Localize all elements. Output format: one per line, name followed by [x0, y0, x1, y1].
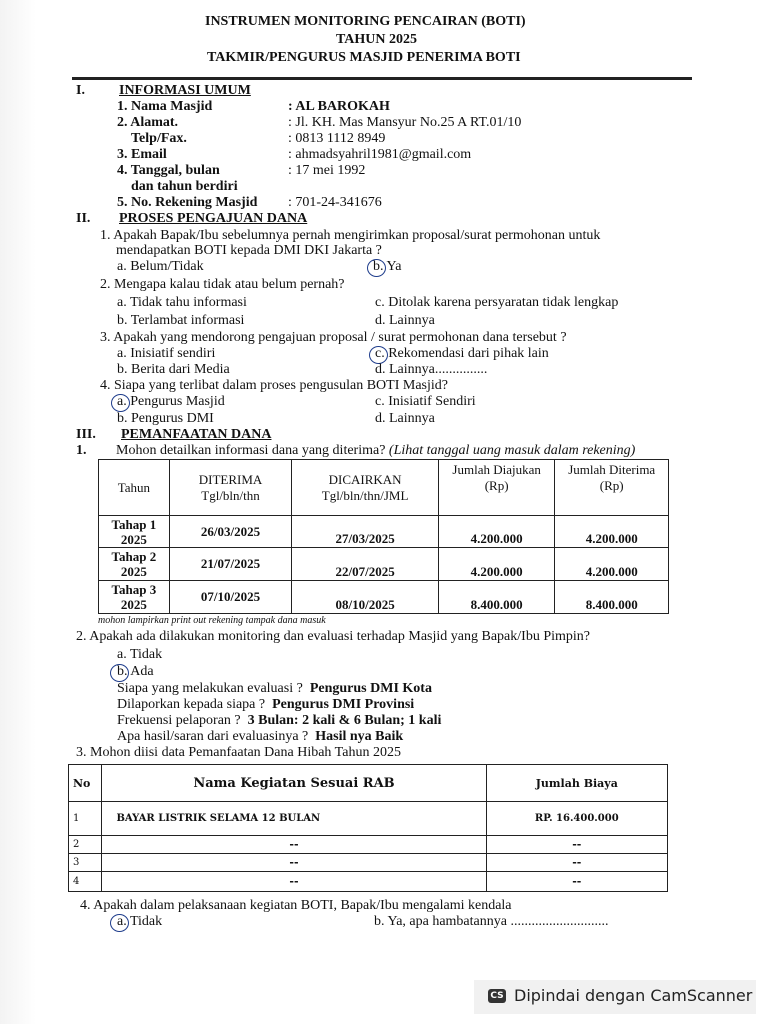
cell-nama: -- — [102, 872, 486, 892]
q2-2-option-c: c. Ditolak karena persyaratan tidak lengkap — [375, 295, 619, 310]
doc-title-line1: INSTRUMEN MONITORING PENCAIRAN (BOTI) — [205, 14, 526, 29]
cell-tahun: 2025 — [120, 531, 147, 547]
th-jml-diterima — [555, 460, 669, 516]
th-tahun: Tahun — [99, 460, 170, 516]
label-tanggal: 4. Tanggal, bulan — [117, 163, 220, 178]
selected-circle-mark — [367, 259, 386, 277]
q3-2-option-a: a. Tidak — [117, 647, 163, 662]
q3-2-line1: 2. Apakah ada dilakukan monitoring dan evaluasi terhadap Masjid yang Bapak/Ibu Pimpin? — [76, 629, 590, 644]
section3-num: III. — [76, 427, 96, 442]
q3-2-result — [117, 729, 403, 745]
q3-2-who-answer: Pengurus DMI Kota — [309, 681, 432, 696]
value-alamat: : Jl. KH. Mas Mansyur No.25 A RT.01/10 — [288, 115, 522, 130]
cell-tahap-label: Tahap 1 — [111, 516, 157, 532]
th-jumlah-biaya: Jumlah Biaya — [486, 765, 667, 802]
q3-2-who — [117, 681, 432, 697]
q2-2-line1: 2. Mengapa kalau tidak atau belum pernah? — [100, 277, 345, 292]
th-jml-diterima-sub: (Rp) — [599, 478, 624, 493]
q3-4-line1: 4. Apakah dalam pelaksanaan kegiatan BOTI, Bapak/Ibu mengalami kendala — [80, 898, 512, 913]
table-row — [69, 854, 668, 872]
section2-num: II. — [76, 211, 91, 226]
section1-num: I. — [76, 83, 85, 98]
th-diterima — [169, 460, 292, 516]
label-rekening: 5. No. Rekening Masjid — [117, 195, 258, 210]
q2-1-option-a: a. Belum/Tidak — [117, 259, 204, 274]
th-diajukan-sub: (Rp) — [484, 478, 509, 493]
th-dicairkan — [292, 460, 439, 516]
q3-2-result-answer: Hasil nya Baik — [315, 729, 404, 744]
q2-3-line1: 3. Apakah yang mendorong pengajuan proposal / surat permohonan dana tersebut ? — [100, 330, 567, 345]
doc-title-line2: TAHUN 2025 — [336, 32, 418, 47]
q3-2-report-question: Dilaporkan kepada siapa ? — [117, 697, 266, 712]
cell-jml-diterima: 4.200.000 — [555, 516, 669, 548]
q2-2-option-b: b. Terlambat informasi — [117, 313, 245, 328]
th-diajukan — [438, 460, 555, 516]
th-no: No — [69, 765, 102, 802]
th-nama-kegiatan: Nama Kegiatan Sesuai RAB — [102, 765, 486, 802]
cell-biaya: RP. 16.400.000 — [486, 802, 667, 836]
table-row — [99, 581, 669, 614]
q3-2-report — [117, 697, 414, 713]
label-alamat: 2. Alamat. — [117, 115, 179, 130]
q2-3-option-a: a. Inisiatif sendiri — [117, 346, 216, 361]
q3-1-note: (Lihat tanggal uang masuk dalam rekening) — [388, 443, 636, 458]
q2-4-option-d: d. Lainnya — [375, 411, 435, 426]
q3-2-freq-question: Frekuensi pelaporan ? — [117, 713, 241, 728]
table-row — [99, 548, 669, 581]
q2-3-option-b: b. Berita dari Media — [117, 362, 230, 377]
cell-jml-diterima: 8.400.000 — [555, 581, 669, 614]
table-row — [69, 872, 668, 892]
th-dicairkan-label: DICAIRKAN — [328, 471, 402, 487]
th-diterima-label: DITERIMA — [198, 471, 263, 487]
cell-nama: -- — [102, 836, 486, 854]
scan-edge-shadow — [0, 0, 36, 1024]
q3-4-option-b: b. Ya, apa hambatannya ............................ — [374, 914, 609, 929]
section1-title: INFORMASI UMUM — [119, 83, 251, 98]
q3-2-freq — [117, 713, 441, 729]
q2-3-option-c: c. Rekomendasi dari pihak lain — [375, 346, 549, 361]
cell-tahap — [99, 548, 170, 581]
q2-1-line2: mendapatkan BOTI kepada DMI DKI Jakarta ? — [116, 243, 382, 258]
label-nama-masjid: 1. Nama Masjid — [117, 99, 213, 114]
table-row — [99, 516, 669, 548]
th-jml-diterima-label: Jumlah Diterima — [568, 462, 656, 477]
q2-4-option-c: c. Inisiatif Sendiri — [375, 394, 476, 409]
cell-tahap — [99, 516, 170, 548]
cell-dicairkan: 22/07/2025 — [292, 548, 439, 581]
cell-tahun: 2025 — [120, 597, 147, 612]
header-rule — [72, 77, 692, 80]
camscanner-text: Dipindai dengan CamScanner — [514, 986, 753, 1005]
label-tahun-berdiri: dan tahun berdiri — [131, 179, 238, 194]
value-rekening: : 701-24-341676 — [288, 195, 382, 210]
selected-circle-mark — [110, 914, 129, 932]
cell-diterima: 26/03/2025 — [169, 516, 292, 548]
q3-2-report-answer: Pengurus DMI Provinsi — [272, 697, 415, 712]
cell-biaya: -- — [486, 854, 667, 872]
th-diterima-sub: Tgl/bln/thn — [201, 487, 260, 503]
cell-diajukan: 8.400.000 — [438, 581, 555, 614]
cell-tahap — [99, 581, 170, 614]
q2-3-option-d: d. Lainnya............... — [375, 362, 488, 377]
rab-table — [68, 764, 668, 892]
q3-2-freq-answer: 3 Bulan: 2 kali & 6 Bulan; 1 kali — [247, 713, 442, 728]
q3-2-result-question: Apa hasil/saran dari evaluasinya ? — [117, 729, 309, 744]
doc-title-line3: TAKMIR/PENGURUS MASJID PENERIMA BOTI — [207, 50, 521, 65]
cell-biaya: -- — [486, 872, 667, 892]
section2-title: PROSES PENGAJUAN DANA — [119, 211, 308, 226]
cell-no: 1 — [69, 802, 102, 836]
value-telp: : 0813 1112 8949 — [288, 131, 386, 146]
q3-1-question: Mohon detailkan informasi dana yang diterima? — [116, 443, 386, 458]
q2-4-option-a: a. Pengurus Masjid — [117, 394, 225, 409]
table-row — [69, 802, 668, 836]
label-email: 3. Email — [117, 147, 167, 162]
cell-tahap-label: Tahap 2 — [111, 549, 157, 564]
q3-1-text — [116, 443, 635, 459]
cell-diterima: 07/10/2025 — [169, 581, 292, 614]
cell-no: 2 — [69, 836, 102, 854]
cell-diterima: 21/07/2025 — [169, 548, 292, 581]
table-footnote: mohon lampirkan print out rekening tampak dana masuk — [98, 615, 326, 626]
q3-2-option-b: b. Ada — [117, 664, 154, 679]
camscanner-logo-icon: CS — [488, 989, 506, 1003]
selected-circle-mark — [111, 394, 130, 412]
value-email: : ahmadsyahril1981@gmail.com — [288, 147, 472, 162]
cell-jml-diterima: 4.200.000 — [555, 548, 669, 581]
cell-no: 3 — [69, 854, 102, 872]
value-tanggal: : 17 mei 1992 — [288, 163, 366, 178]
selected-circle-mark — [110, 664, 129, 682]
q2-2-option-a: a. Tidak tahu informasi — [117, 295, 247, 310]
q2-4-option-b: b. Pengurus DMI — [117, 411, 214, 426]
cell-diajukan: 4.200.000 — [438, 548, 555, 581]
q3-1-num: 1. — [76, 443, 87, 458]
value-nama-masjid: : AL BAROKAH — [288, 99, 390, 114]
dana-table — [98, 459, 669, 614]
cell-dicairkan: 27/03/2025 — [292, 516, 439, 548]
cell-biaya: -- — [486, 836, 667, 854]
q3-2-who-question: Siapa yang melakukan evaluasi ? — [117, 681, 303, 696]
table-row — [69, 836, 668, 854]
label-telp: Telp/Fax. — [131, 131, 187, 146]
q2-1-line1: 1. Apakah Bapak/Ibu sebelumnya pernah mengirimkan proposal/surat permohonan untuk — [100, 228, 601, 243]
q3-3-line1: 3. Mohon diisi data Pemanfaatan Dana Hibah Tahun 2025 — [76, 745, 401, 760]
q2-1-option-b: b. Ya — [373, 259, 402, 274]
cell-tahun: 2025 — [120, 564, 147, 579]
q2-4-line1: 4. Siapa yang terlibat dalam proses pengusulan BOTI Masjid? — [100, 378, 448, 393]
th-dicairkan-sub: Tgl/bln/thn/JML — [321, 487, 409, 503]
cell-nama: BAYAR LISTRIK SELAMA 12 BULAN — [102, 802, 486, 836]
cell-nama: -- — [102, 854, 486, 872]
q3-4-option-a: a. Tidak — [117, 914, 163, 929]
th-diajukan-label: Jumlah Diajukan — [452, 462, 541, 477]
cell-diajukan: 4.200.000 — [438, 516, 555, 548]
cell-no: 4 — [69, 872, 102, 892]
q2-2-option-d: d. Lainnya — [375, 313, 435, 328]
cell-tahap-label: Tahap 3 — [111, 582, 157, 597]
section3-title: PEMANFAATAN DANA — [121, 427, 272, 442]
cell-dicairkan: 08/10/2025 — [292, 581, 439, 614]
